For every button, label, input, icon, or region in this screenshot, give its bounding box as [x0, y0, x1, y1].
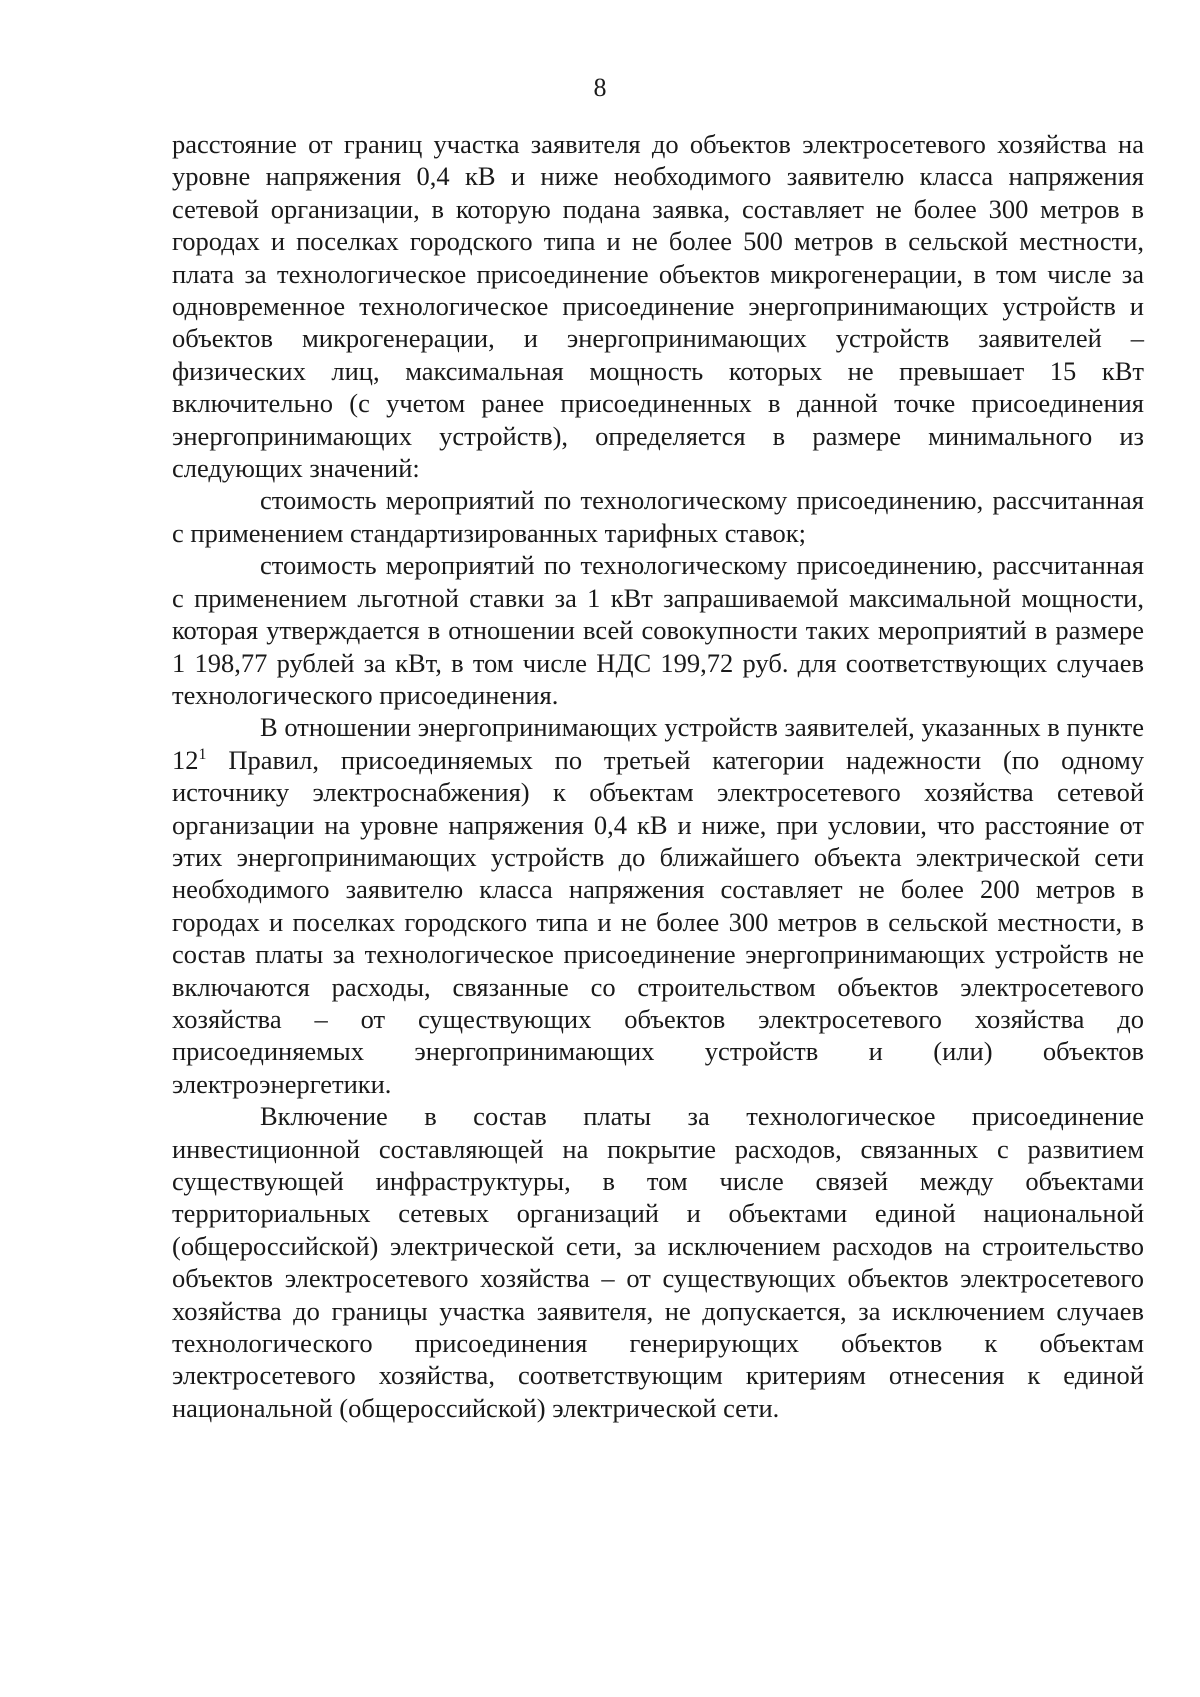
footnote-superscript: 1 — [198, 745, 207, 763]
paragraph-preferential-rate: стоимость мероприятий по технологическому присоединению, рассчитанная с применением льготной ставки за 1 кВт запрашиваемой максимальной мощности, которая утверждается в отношении всей совокупности таких мероприятий в размере 1 198,77 рублей за кВт, в том числе НДС 199,72 руб. для соответствующих случаев технологического присоединения. — [172, 550, 1144, 710]
page-number: 8 — [593, 73, 607, 102]
paragraph-standard-rates: стоимость мероприятий по технологическому присоединению, рассчитанная с применением стандартизированных тарифных ставок; — [172, 485, 1144, 548]
paragraph-third-category-reliability — [172, 711, 1144, 1100]
paragraph-text-after-superscript: Правил, присоединяемых по третьей категории надежности (по одному источнику электроснабжения) к объектам электросетевого хозяйства сетевой организации на уровне напряжения 0,4 кВ и ниже, при условии, что расстояние от этих энергопринимающих устройств до ближайшего объекта электрической сети необходимого заявителю класса напряжения составляет не более 200 метров в городах и поселках городского типа и не более 300 метров в сельской местности, в состав платы за технологическое присоединение энергопринимающих устройств не включаются расходы, связанные со строительством объектов электросетевого хозяйства – от существующих объектов электросетевого хозяйства до присоединяемых энергопринимающих устройств и (или) объектов электроэнергетики. — [172, 744, 1144, 1099]
paragraph-continuation: расстояние от границ участка заявителя до объектов электросетевого хозяйства на уровне напряжения 0,4 кВ и ниже необходимого заявителю класса напряжения сетевой организации, в которую подана заявка, составляет не более 300 метров в городах и поселках городского типа и не более 500 метров в сельской местности, плата за технологическое присоединение объектов микрогенерации, в том числе за одновременное технологическое присоединение энергопринимающих устройств и объектов микрогенерации, и энергопринимающих устройств заявителей – физических лиц, максимальная мощность которых не превышает 15 кВт включительно (с учетом ранее присоединенных в данной точке присоединения энергопринимающих устройств), определяется в размере минимального из следующих значений: — [172, 129, 1144, 484]
paragraph-investment-component: Включение в состав платы за технологическое присоединение инвестиционной составляющей на покрытие расходов, связанных с развитием существующей инфраструктуры, в том числе связей между объектами территориальных сетевых организаций и объектами единой национальной (общероссийской) электрической сети, за исключением расходов на строительство объектов электросетевого хозяйства – от существующих объектов электросетевого хозяйства до границы участка заявителя, не допускается, за исключением случаев технологического присоединения генерирующих объектов к объектам электросетевого хозяйства, соответствующим критериям отнесения к единой национальной (общероссийской) электрической сети. — [172, 1101, 1144, 1423]
paragraph-text-before-superscript: В отношении энергопринимающих устройств заявителей, указанных в пункте 12 — [172, 712, 1144, 775]
document-body — [172, 128, 1144, 1424]
